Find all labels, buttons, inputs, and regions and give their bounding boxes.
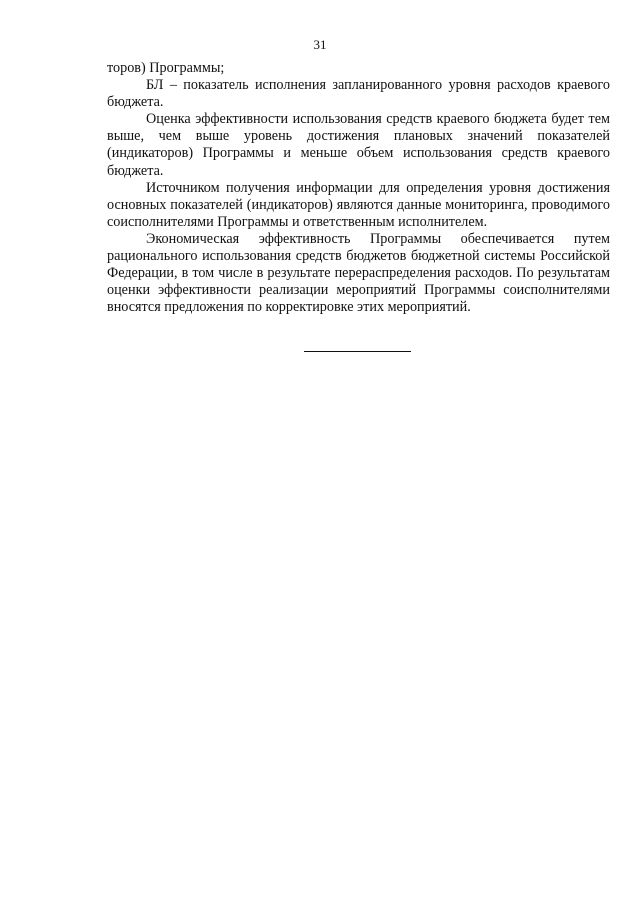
paragraph-budget-efficiency: Оценка эффективности использования средств краевого бюджета будет тем выше, чем выше уровень достижения плановых значений показателей (индикаторов) Программы и меньше объем использования средств краевого бюджета.	[107, 111, 610, 179]
paragraph-information-source: Источником получения информации для определения уровня достижения основных показателей (индикаторов) являются данные мониторинга, проводимого соисполнителями Программы и ответственным исполнителем.	[107, 179, 610, 230]
paragraph-continuation: торов) Программы;	[107, 60, 225, 76]
page-number: 31	[313, 37, 327, 52]
paragraph-bl-definition: БЛ – показатель исполнения запланированного уровня расходов краевого бюджета.	[107, 77, 610, 111]
paragraph-economic-efficiency: Экономическая эффективность Программы обеспечивается путем рационального использования средств бюджетов бюджетной системы Российской Федерации, в том числе в результате перераспределения расходов. По результатам оценки эффективности реализации мероприятий Программы соисполнителями вносятся предложения по корректировке этих мероприятий.	[107, 230, 610, 316]
document-text	[107, 60, 610, 316]
end-separator-line	[304, 351, 411, 352]
